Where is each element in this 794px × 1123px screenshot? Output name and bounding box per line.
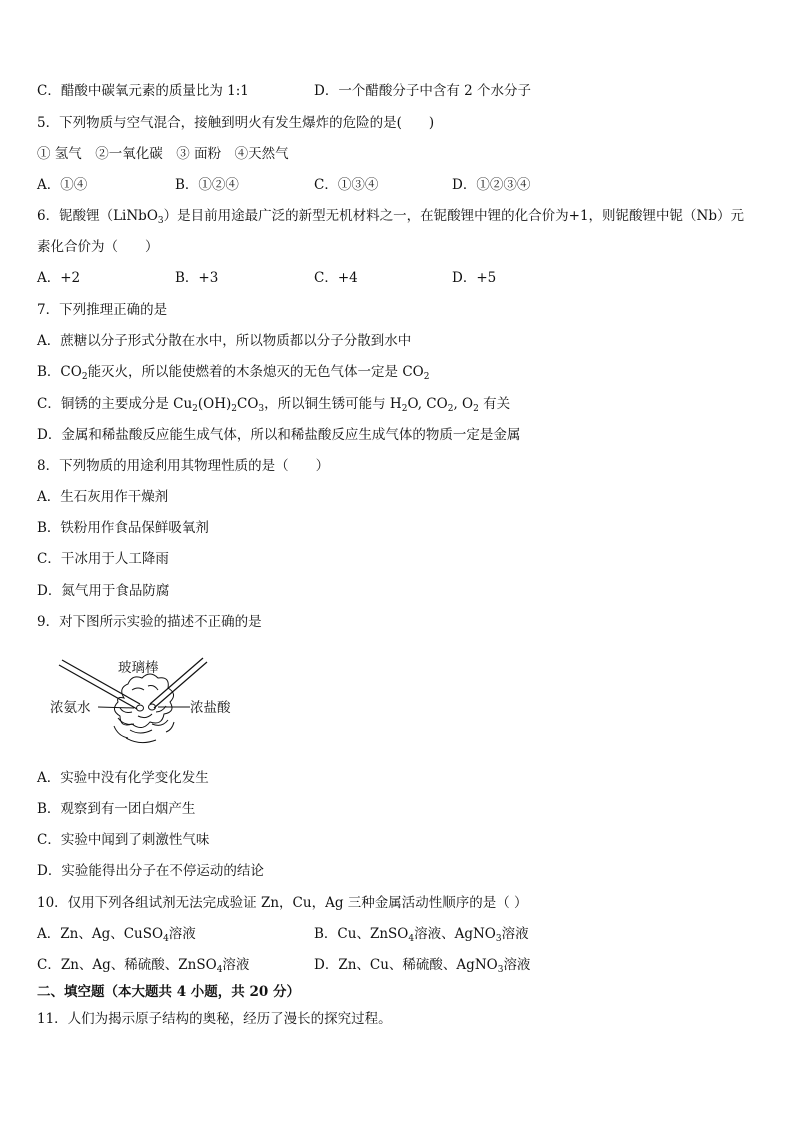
q7-option-b-part: 能灭火，所以能使燃着的木条熄灭的无色气体一定是 CO [87, 364, 424, 380]
q7-stem: 7．下列推理正确的是 [37, 302, 168, 318]
q9-option-a: A．实验中没有化学变化发生 [37, 770, 209, 786]
q5-option-c: C．①③④ [314, 177, 379, 193]
q7-option-b-part: B．CO [37, 364, 82, 380]
q7-option-c-part: 有关 [478, 396, 511, 412]
q10-option-a-part: 溶液 [168, 926, 196, 942]
q5-option-d: D．①②③④ [452, 177, 531, 193]
q7-option-b [37, 363, 430, 381]
q11-stem: 11．人们为揭示原子结构的奥秘，经历了漫长的探究过程。 [37, 1011, 392, 1027]
subscript: 2 [423, 372, 430, 382]
q8-stem: 8．下列物质的用途利用其物理性质的是（ ） [37, 458, 330, 474]
q4-option-c: C．醋酸中碳氧元素的质量比为 1:1 [37, 83, 249, 99]
q5-option-a: A．①④ [37, 177, 88, 193]
q7-option-c-part: ，所以铜生锈可能与 H [264, 396, 402, 412]
experiment-svg [40, 652, 260, 762]
q10-option-c [37, 956, 249, 974]
q10-stem: 10．仅用下列各组试剂无法完成验证 Zn，Cu，Ag 三种金属活动性顺序的是（ ） [37, 895, 528, 911]
q7-option-c-part: O, CO [407, 396, 448, 412]
q7-option-c-part: , O [453, 396, 474, 412]
subscript: 2 [231, 404, 237, 414]
q10-option-b [314, 925, 529, 943]
q6-stem-line2: 素化合价为（ ） [37, 239, 159, 255]
subscript: 2 [192, 404, 198, 414]
q8-option-b: B．铁粉用作食品保鲜吸氧剂 [37, 520, 209, 536]
q5-stem: 5．下列物质与空气混合，接触到明火有发生爆炸的危险的是( ) [37, 115, 435, 131]
q7-option-c-part: C．铜锈的主要成分是 Cu [37, 396, 193, 412]
subscript: 3 [157, 216, 164, 226]
q7-option-a: A．蔗糖以分子形式分散在水中，所以物质都以分子分散到水中 [37, 333, 412, 349]
q7-option-c-part: (OH) [197, 396, 232, 412]
subscript: 2 [81, 372, 88, 382]
white-smoke-cloud [114, 674, 174, 743]
q10-option-c-part: 溶液 [222, 957, 250, 973]
subscript: 3 [258, 404, 265, 414]
q9-option-d: D．实验能得出分子在不停运动的结论 [37, 863, 264, 879]
q6-option-a: A．+2 [37, 270, 81, 286]
q10-option-d-part: D．Zn、Cu、稀硫酸、AgNO [314, 957, 498, 973]
subscript: 2 [473, 404, 479, 414]
q6-option-c: C．+4 [314, 270, 358, 286]
subscript: 3 [495, 934, 502, 944]
q9-experiment-figure [40, 652, 260, 762]
subscript: 3 [497, 965, 504, 975]
q5-items: ① 氢气 ②一氧化碳 ③ 面粉 ④天然气 [37, 146, 289, 162]
subscript: 4 [408, 934, 415, 944]
q5-option-b: B．①②④ [175, 177, 239, 193]
subscript: 2 [401, 404, 408, 414]
label-ammonia: 浓氨水 [50, 700, 91, 716]
q10-option-d-part: 溶液 [503, 957, 531, 973]
subscript: 4 [216, 965, 223, 975]
q6-option-b: B．+3 [175, 270, 219, 286]
q8-option-c: C．干冰用于人工降雨 [37, 551, 169, 567]
q10-option-b-part: 溶液、AgNO [414, 926, 496, 942]
q10-option-d [314, 956, 530, 974]
q10-option-a-part: A．Zn、Ag、CuSO [37, 926, 164, 942]
q6-option-d: D．+5 [452, 270, 497, 286]
q7-option-c-part: CO [237, 396, 259, 412]
q7-option-c [37, 395, 510, 413]
q4-option-d: D．一个醋酸分子中含有 2 个水分子 [314, 83, 531, 99]
section-heading-fill-in: 二、填空题（本大题共 4 小题，共 20 分） [37, 984, 300, 1000]
q8-option-a: A．生石灰用作干燥剂 [37, 489, 169, 505]
subscript: 2 [447, 404, 454, 414]
q10-option-a [37, 925, 196, 943]
q7-option-d: D．金属和稀盐酸反应能生成气体，所以和稀盐酸反应生成气体的物质一定是金属 [37, 427, 521, 443]
label-hydrochloric-acid: 浓盐酸 [190, 700, 231, 716]
q9-stem: 9．对下图所示实验的描述不正确的是 [37, 614, 262, 630]
q6-stem-part: 6．铌酸锂（LiNbO [37, 208, 158, 224]
subscript: 4 [163, 934, 169, 944]
q6-stem-line1 [37, 207, 744, 225]
q9-option-b: B．观察到有一团白烟产生 [37, 801, 196, 817]
q10-option-b-part: 溶液 [501, 926, 529, 942]
q8-option-d: D．氮气用于食品防腐 [37, 583, 170, 599]
leader-line-left [98, 707, 134, 708]
q10-option-c-part: C．Zn、Ag、稀硫酸、ZnSO [37, 957, 217, 973]
q10-option-b-part: B．Cu、ZnSO [314, 926, 409, 942]
rod-tip-left [137, 705, 144, 711]
label-glass-rod: 玻璃棒 [118, 660, 159, 676]
q9-option-c: C．实验中闻到了刺激性气味 [37, 832, 210, 848]
q6-stem-part: ）是目前用途最广泛的新型无机材料之一，在铌酸锂中锂的化合价为+1，则铌酸锂中铌（Nb）元 [163, 208, 744, 224]
